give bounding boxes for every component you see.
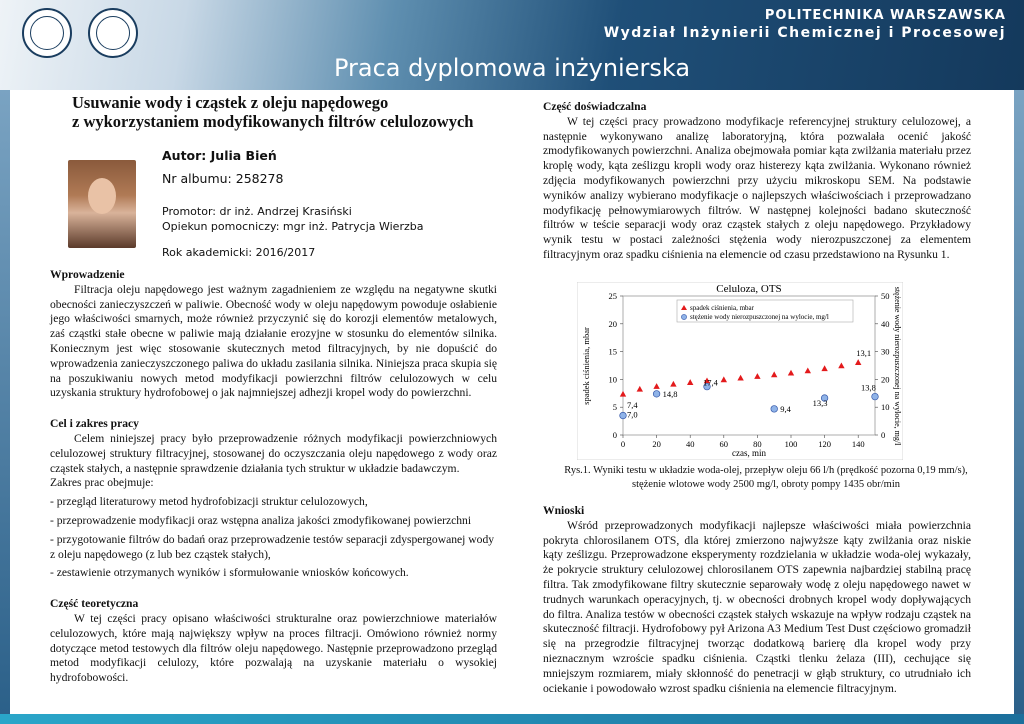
theory-title: Część teoretyczna: [50, 597, 139, 611]
y-right-tick-label: 40: [881, 318, 890, 329]
intro-text: Filtracja oleju napędowego jest ważnym zagadnieniem ze względu na negatywne skutki obecności zanieczyszczeń w paliwie. Obecność wody w oleju napędowym powoduje osłabienie jego właściwości smarnych, może również przyczynić się do korozji elementów metalowych, zaś cząstki stałe obecne w paliwie mają działanie erozyjne w stosunku do elementów silnika. Koniecznym jest więc stosowanie skutecznych metod filtracyjnych, by nie dopuścić do wprowadzenia zanieczyszczonego paliwa do układu zasilania silnika. Niniejsza praca skupia się na poszukiwaniu nowych metod modyfikacji powierzchni filtrów celulozowych w celu uzyskania struktury hydrofobowej o jak najmniejszej adhezji kropel wody do powierzchni.: [50, 282, 497, 400]
y-right-tick-label: 50: [881, 291, 890, 301]
water-point: [771, 406, 778, 413]
x-tick-label: 100: [784, 439, 798, 449]
chart-svg: [577, 282, 903, 460]
y-right-tick-label: 10: [881, 402, 890, 413]
intro-title: Wprowadzenie: [50, 268, 125, 281]
experimental-title: Część doświadczalna: [543, 100, 647, 113]
x-tick-label: 0: [620, 439, 626, 449]
thesis-type: Praca dyplomowa inżynierska: [333, 54, 691, 82]
data-label: 13,8: [861, 382, 876, 393]
right-column: [543, 100, 971, 263]
goal-title: Cel i zakres pracy: [50, 417, 139, 431]
university-seal-logo: [22, 8, 72, 58]
author-name: Autor: Julia Bień: [162, 148, 277, 163]
x-axis-label: czas, min: [732, 448, 766, 458]
caption-line-2: stężenie wlotowe wody 2500 mg/l, obroty pompy 1435 obr/min: [631, 479, 900, 490]
scope-label: Zakres prac obejmuje:: [50, 476, 154, 490]
chart-legend: [677, 300, 853, 322]
bottom-frame: [0, 714, 1024, 724]
title-line-1: Usuwanie wody i cząstek z oleju napędowego: [72, 93, 389, 112]
supervisors: [162, 204, 423, 234]
university-block: [604, 8, 1006, 41]
chart-title: Celuloza, OTS: [716, 283, 782, 295]
right-frame: [1014, 90, 1024, 724]
faculty-name: Wydział Inżynierii Chemicznej i Procesowej: [603, 25, 1006, 41]
title-line-2: z wykorzystaniem modyfikowanych filtrów celulozowych: [72, 112, 474, 131]
data-label: 7,0: [627, 409, 638, 420]
x-tick-label: 40: [685, 439, 695, 449]
left-column: [50, 268, 497, 686]
theory-text: W tej części pracy opisano właściwości strukturalne oraz powierzchniowe materiałów celulozowych, które mają największy wpływ na proces filtracji. Omówiono również normy dotyczące metod testowych dla filtrów oleju napędowego. Następnie przeprowadzono przegląd metod modyfikacji celulozy, które pozwalają na uzyskanie materiału o wysokiej hydrofobowości.: [50, 611, 497, 685]
water-point: [620, 412, 627, 419]
y-right-tick-label: 20: [881, 374, 890, 385]
data-label: 7,4: [627, 399, 638, 410]
university-name: POLITECHNIKA WARSZAWSKA: [764, 8, 1006, 23]
y-left-tick-label: 10: [608, 374, 617, 385]
thesis-title: [72, 93, 532, 131]
conclusions-text: Wśród przeprowadzonych modyfikacji najlepsze właściwości miała powierzchnia pokryta chlorosilanem OTS, dla której zmierzono najwyższe kąty zwilżania oraz niskie kąty ześlizgu. Przeprowadzone eksperymenty rozdzielania w układzie woda-olej wykazały, że pokrycie struktury celulozowej chlorosilanem OTS zapewnia najbardziej stabilną pracę filtra. Tak zmodyfikowane filtry skutecznie separowały wodę z oleju napędowego nawet w trudnych warunkach operacyjnych, tj. w obecności drobnych kropel wody dopływających do filtra. Analiza testów w obecności cząstek stałych wskazuje na wpływ rodzaju cząstek na skuteczność filtracji. Hydrofobowy pył Arizona A3 Medium Test Dust częściowo gromadził się na przegrodzie filtracyjnej tworząc dodatkową barierę dla kropel wody przy nieznacznym wzroście spadku ciśnienia. Cząstki tlenku żelaza (III), cechujące się mniejszym rozmiarem, miały skłonność do penetracji w głąb struktury, co utrudniało ich ociekanie i powodowało wzrost spadku ciśnienia na elemencie filtracyjnym.: [543, 518, 971, 695]
poster-header: [0, 0, 1024, 90]
scope-item: - przegląd literaturowy metod hydrofobizacji struktur celulozowych,: [50, 495, 368, 509]
y-left-tick-label: 0: [612, 430, 617, 440]
legend-entry-pressure: spadek ciśnienia, mbar: [690, 304, 754, 312]
water-point: [872, 393, 879, 400]
figure-caption: [556, 464, 976, 492]
water-point: [653, 391, 660, 398]
caption-line-1: Rys.1. Wyniki testu w układzie woda-olej, przepływ oleju 66 l/h (prędkość pozorna 0,19 mm/s),: [564, 465, 968, 476]
scope-item: - zestawienie otrzymanych wyników i sformułowanie wniosków końcowych.: [50, 566, 409, 580]
conclusions-title: Wnioski: [543, 504, 585, 517]
scope-item: - przygotowanie filtrów do badań oraz przeprowadzenie testów separacji zdyspergowanej wody z oleju napędowego (z lub bez cząstek stałych),: [50, 532, 495, 561]
opiekun: Opiekun pomocniczy: mgr inż. Patrycja Wierzba: [162, 220, 424, 233]
y-left-axis-label: spadek ciśnienia, mbar: [581, 327, 591, 405]
data-label: 13,3: [812, 398, 828, 409]
y-left-tick-label: 25: [608, 291, 617, 301]
x-tick-label: 60: [719, 439, 729, 449]
x-tick-label: 20: [652, 439, 661, 449]
album-number: Nr albumu: 258278: [162, 171, 284, 186]
promotor: Promotor: dr inż. Andrzej Krasiński: [162, 205, 352, 218]
left-frame: [0, 90, 10, 724]
data-label: 13,1: [856, 348, 872, 359]
y-right-tick-label: 30: [881, 346, 890, 357]
data-label: 17,4: [703, 377, 718, 388]
y-left-tick-label: 20: [608, 318, 617, 329]
y-right-tick-label: 0: [881, 430, 886, 440]
experimental-text: W tej części pracy prowadzono modyfikacje referencyjnej struktury celulozowej, a następnie wykonywano analizę laboratoryjną, która pozwalała ocenić jakość zmodyfikowanych powierzchni. Analiza obejmowała pomiar kąta zwilżania materiału przez kroplę wody, kąta ześlizgu kropli wody oraz histerezy kąta zwilżania. Wykonano również zdjęcia modyfikowanych powierzchni przy użyciu mikroskopu SEM. Na podstawie wyników analizy wybierano modyfikacje o najlepszych właściwościach i przeprowadzano modyfikację pełnowymiarowych filtrów. W następnej kolejności badano skuteczność filtrów w teście separacji wody oraz cząstek stałych z oleju napędowego. Przykładowy wynik testu w postaci zależności stężenia wody nierozpuszczonej za elementem filtracyjnym oraz spadku ciśnienia na elemencie od czasu przedstawiono na Rysunku 1.: [543, 114, 971, 261]
y-left-tick-label: 15: [608, 346, 617, 357]
faculty-logo: [88, 8, 138, 58]
y-right-axis-label: stężenie wody nierozpuszczonej na wylocie, mg/l: [893, 286, 902, 446]
author-photo: [68, 160, 136, 248]
results-chart: [577, 282, 903, 460]
data-label: 9,4: [780, 403, 791, 414]
data-label: 14,8: [662, 388, 678, 399]
scope-item: - przeprowadzenie modyfikacji oraz wstępna analiza jakości zmodyfikowanej powierzchni: [50, 513, 472, 527]
y-left-tick-label: 5: [612, 402, 617, 413]
x-tick-label: 140: [851, 439, 865, 449]
goal-text: Celem niniejszej pracy było przeprowadzenie różnych modyfikacji powierzchniowych celulozowej struktury filtracyjnej, stosowanej do oczyszczania oleju napędowego z wody oraz cząstek stałych, a następnie sprawdzenie działania tych struktur w układzie badawczym.: [50, 431, 497, 475]
conclusions-section: [543, 504, 971, 696]
academic-year: Rok akademicki: 2016/2017: [162, 246, 316, 259]
x-tick-label: 80: [753, 439, 762, 449]
legend-circle-icon: [681, 314, 686, 319]
x-tick-label: 120: [818, 439, 831, 449]
legend-entry-water: stężenie wody nierozpuszczonej na wylocie, mg/l: [690, 313, 829, 321]
